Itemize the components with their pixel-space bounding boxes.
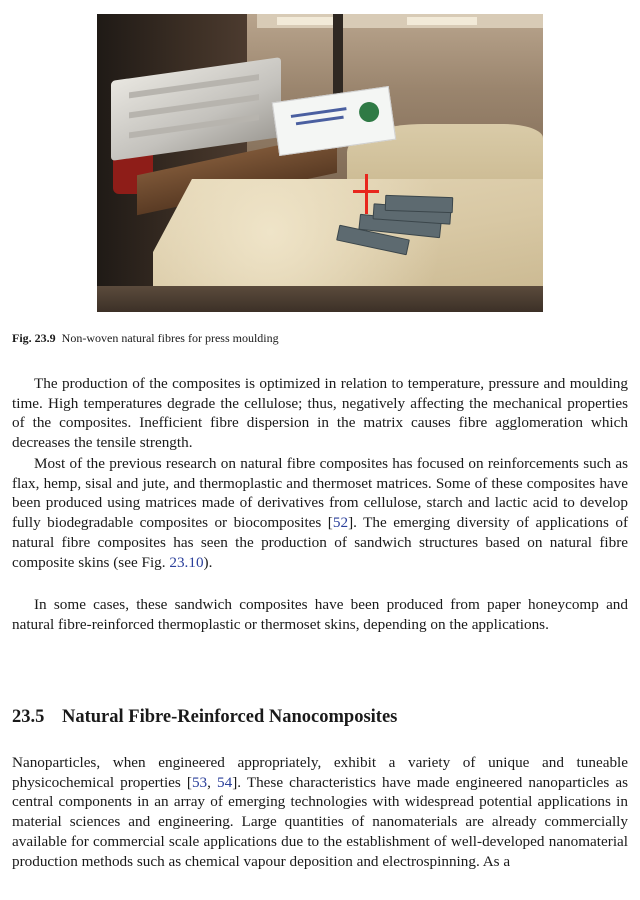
section-title: Natural Fibre-Reinforced Nanocomposites: [62, 707, 398, 727]
section-heading: [12, 705, 612, 729]
photo-sample-plate: [385, 195, 454, 213]
section-number: 23.5: [12, 707, 45, 727]
paragraph-text: ]. These characteristics have made engineered nanoparticles as central components in an array of emerging technologies with widespread potential applications in material sciences and engineering. Large quantities of nanomaterials are already commercially available for commercial scale applications due to the establishment of well-developed nanomaterial production methods such as chemical vapour deposition and electrospinning. As a: [12, 773, 629, 870]
photo-bottom-band: [97, 286, 543, 312]
figure-caption-text: Non-woven natural fibres for press moulding: [61, 331, 279, 345]
figure-photo: [97, 14, 543, 312]
photo-shelf: [257, 14, 543, 28]
paragraph-text: Nanoparticles, when engineered appropriately, exhibit a variety of unique and tuneable physicochemical properties [: [12, 754, 628, 791]
photo-red-marker: [365, 174, 368, 214]
body-paragraph: [12, 753, 628, 871]
citation-link[interactable]: 53: [191, 773, 208, 791]
figure-number: Fig. 23.9: [12, 331, 56, 345]
figure-reference-link[interactable]: 23.10: [169, 553, 204, 571]
body-paragraph: [12, 454, 628, 572]
photo-red-marker: [353, 190, 379, 193]
citation-separator: ,: [207, 773, 217, 791]
paragraph-text: ]. The emerging diversity of applications of natural fibre composites has seen the production of sandwich structures based on natural fibre composite skins (see Fig.: [12, 514, 629, 571]
figure-caption: [12, 330, 612, 346]
citation-link[interactable]: 52: [332, 514, 349, 532]
citation-link[interactable]: 54: [217, 773, 233, 791]
paragraph-text: Most of the previous research on natural fibre composites has focused on reinforcements such as flax, hemp, sisal and jute, and thermoplastic and thermoset matrices. Some of these composites have been produced using matrices made of derivatives from cellulose, starch and lactic acid to develop fully biodegradable composites or biocomposites [: [12, 455, 628, 532]
paragraph-text: ).: [203, 553, 213, 571]
body-paragraph: In some cases, these sandwich composites have been produced from paper honeycomp and natural fibre-reinforced thermoplastic or thermoset skins, depending on the applications.: [12, 596, 628, 633]
body-paragraph: The production of the composites is optimized in relation to temperature, pressure and moulding time. High temperatures degrade the cellulose; thus, negatively affecting the mechanical properties of the composites. Inefficient fibre dispersion in the matrix causes fibre agglomeration which decreases the tensile strength.: [12, 375, 628, 452]
